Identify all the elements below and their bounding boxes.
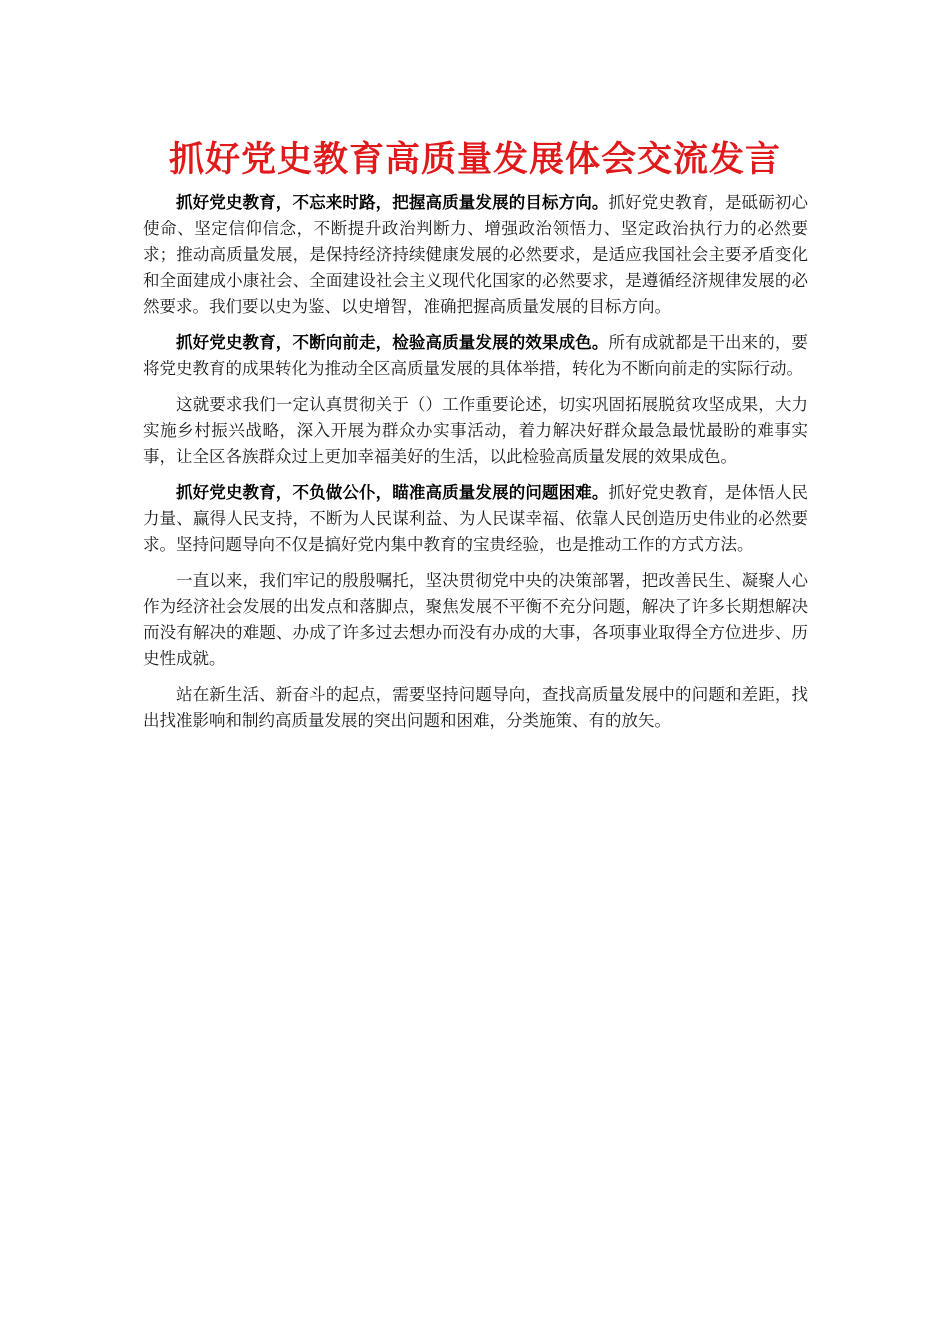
paragraph-4 — [143, 480, 808, 558]
paragraph-2 — [143, 330, 808, 382]
paragraph-1 — [143, 190, 808, 320]
paragraph-3-text: 这就要求我们一定认真贯彻关于（）工作重要论述，切实巩固拓展脱贫攻坚成果，大力实施乡村振兴战略，深入开展为群众办实事活动，着力解决好群众最急最忧最盼的难事实事，让全区各族群众过上更加幸福美好的生活，以此检验高质量发展的效果成色。 — [143, 395, 808, 466]
paragraph-4-lead: 抓好党史教育，不负做公仆，瞄准高质量发展的问题困难。 — [176, 483, 609, 502]
paragraph-5-text: 一直以来，我们牢记的殷殷嘱托，坚决贯彻党中央的决策部署，把改善民生、凝聚人心作为经济社会发展的出发点和落脚点，聚焦发展不平衡不充分问题，解决了许多长期想解决而没有解决的难题、办成了许多过去想办而没有办成的大事，各项事业取得全方位进步、历史性成就。 — [143, 571, 808, 668]
paragraph-1-text: 抓好党史教育，是砥砺初心使命、坚定信仰信念，不断提升政治判断力、增强政治领悟力、坚定政治执行力的必然要求；推动高质量发展，是保持经济持续健康发展的必然要求，是适应我国社会主要矛盾变化和全面建成小康社会、全面建设社会主义现代化国家的必然要求，是遵循经济规律发展的必然要求。我们要以史为鉴、以史增智，准确把握高质量发展的目标方向。 — [143, 193, 809, 316]
paragraph-3 — [143, 392, 808, 470]
paragraph-6-text: 站在新生活、新奋斗的起点，需要坚持问题导向，查找高质量发展中的问题和差距，找出找准影响和制约高质量发展的突出问题和困难，分类施策、有的放矢。 — [143, 685, 808, 730]
paragraph-2-text: 所有成就都是干出来的，要将党史教育的成果转化为推动全区高质量发展的具体举措，转化为不断向前走的实际行动。 — [143, 333, 809, 378]
paragraph-1-lead: 抓好党史教育，不忘来时路，把握高质量发展的目标方向。 — [176, 193, 609, 212]
paragraph-4-text: 抓好党史教育，是体悟人民力量、赢得人民支持，不断为人民谋利益、为人民谋幸福、依靠人民创造历史伟业的必然要求。坚持问题导向不仅是搞好党内集中教育的宝贵经验，也是推动工作的方式方法。 — [143, 483, 809, 554]
document-body — [143, 190, 808, 744]
paragraph-6 — [143, 682, 808, 734]
paragraph-2-lead: 抓好党史教育，不断向前走，检验高质量发展的效果成色。 — [176, 333, 609, 352]
paragraph-5 — [143, 568, 808, 672]
document-title: 抓好党史教育高质量发展体会交流发言 — [168, 139, 781, 180]
